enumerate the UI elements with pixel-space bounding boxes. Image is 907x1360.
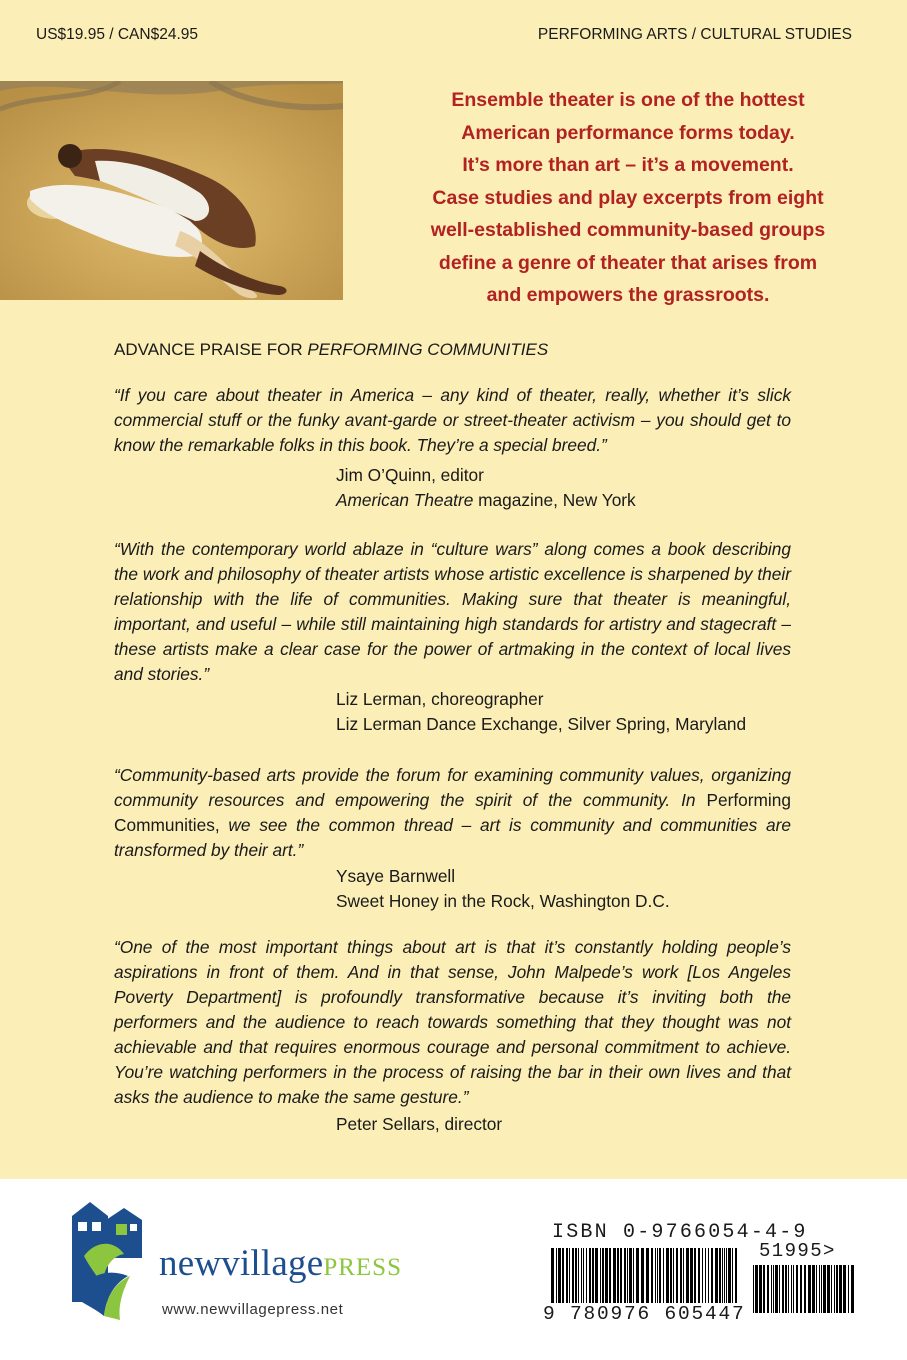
blurb-line: It’s more than art – it’s a movement. bbox=[462, 154, 794, 176]
barcode-bar bbox=[836, 1265, 838, 1313]
barcode-bar bbox=[796, 1265, 798, 1313]
barcode-bar bbox=[812, 1265, 815, 1313]
magazine-title: American Theatre bbox=[336, 489, 474, 510]
barcode-bar bbox=[834, 1265, 835, 1313]
attribution-affiliation: Sweet Honey in the Rock, Washington D.C. bbox=[336, 890, 670, 911]
quote-text-after: we see the common thread – art is community and communities are transformed by their art.” bbox=[114, 815, 791, 860]
attribution-name: Liz Lerman, choreographer bbox=[336, 689, 544, 709]
barcode-bar bbox=[773, 1265, 774, 1313]
blurb-line: American performance forms today. bbox=[461, 121, 795, 144]
barcode-bar bbox=[782, 1265, 784, 1313]
barcode-bar bbox=[819, 1265, 820, 1313]
barcode-bar bbox=[771, 1265, 772, 1313]
barcode-bar bbox=[788, 1265, 789, 1313]
price-label: US$19.95 / CAN$24.95 bbox=[36, 26, 198, 43]
barcode-bar bbox=[759, 1265, 762, 1313]
praise-heading-prefix: ADVANCE PRAISE FOR bbox=[114, 340, 308, 359]
praise-heading-title: PERFORMING COMMUNITIES bbox=[307, 340, 549, 359]
barcode-addon bbox=[753, 1265, 857, 1313]
barcode-bar bbox=[808, 1265, 811, 1313]
barcode-bar bbox=[843, 1265, 846, 1313]
blurb bbox=[358, 84, 898, 312]
publisher-name: newvillage bbox=[159, 1243, 324, 1284]
blurb-line: define a genre of theater that arises from bbox=[438, 251, 818, 274]
ean-digits: 9 780976 605447 bbox=[543, 1303, 746, 1325]
isbn-label: ISBN 0-9766054-4-9 bbox=[552, 1221, 808, 1244]
affiliation-rest: magazine, New York bbox=[473, 489, 636, 510]
barcode-bar bbox=[793, 1265, 794, 1313]
barcode-bar bbox=[804, 1265, 806, 1313]
quote-oquinn: “If you care about theater in America – any kind of theater, really, whether it’s slick commercial stuff or the funky avant-garde or street-theater activism – you should get to know the remarkable folks in this book. They’re a special breed.” bbox=[114, 385, 791, 455]
barcode-bar bbox=[800, 1265, 802, 1313]
attribution-sellars bbox=[336, 1112, 502, 1137]
barcode-bar bbox=[779, 1265, 780, 1313]
publisher-url: www.newvillagepress.net bbox=[162, 1301, 344, 1318]
quote-lerman: “With the contemporary world ablaze in “culture wars” along comes a book describing the work and philosophy of theater artists whose artistic excellence is sharpened by their relationship with the life of communities. Making sure that theater is meaningful, important, and useful – while still maintaining high standards for artistry and stagecraft – these artists make a clear case for the power of artmaking in the context of local lives and stories.” bbox=[114, 539, 791, 684]
barcode-bar bbox=[848, 1265, 849, 1313]
attribution-name: Ysaye Barnwell bbox=[336, 866, 456, 886]
barcode-bar bbox=[775, 1265, 778, 1313]
barcode-bar bbox=[823, 1265, 826, 1313]
attribution-barnwell bbox=[336, 864, 670, 913]
publisher-press: PRESS bbox=[323, 1254, 402, 1281]
attribution-name: Peter Sellars, director bbox=[336, 1114, 503, 1134]
barcode-bar bbox=[816, 1265, 817, 1313]
barcode-bar bbox=[753, 1265, 754, 1313]
barcode-addon-digits: 51995> bbox=[759, 1240, 836, 1262]
quote-sellars: “One of the most important things about art is that it’s constantly holding people’s aspirations in front of them. And in that sense, John Malpede’s work [Los Angeles Poverty Department] is profoundly transformative because it’s inviting both the performers and the audience to reach towards something that they thought was not achievable and that requires enormous courage and personal commitment to achieve. You’re watching performers in the process of raising the bar in their own lives and that asks the audience to make the same gesture.” bbox=[114, 937, 791, 1107]
blurb-line: Ensemble theater is one of the hottest bbox=[451, 89, 805, 111]
attribution-lerman bbox=[336, 687, 746, 736]
praise-heading bbox=[114, 340, 548, 360]
barcode-bar bbox=[763, 1265, 765, 1313]
barcode-bar bbox=[821, 1265, 822, 1313]
quote-text-before: “Community-based arts provide the forum for examining community values, organizing community resources and empowering the spirit of the community. In bbox=[114, 765, 791, 810]
barcode-bar bbox=[839, 1265, 842, 1313]
attribution-affiliation: Liz Lerman Dance Exchange, Silver Spring, Maryland bbox=[336, 713, 747, 734]
publisher-wordmark bbox=[159, 1242, 402, 1285]
barcode-bar bbox=[785, 1265, 787, 1313]
quote-barnwell bbox=[114, 763, 791, 863]
blurb-line: well-established community-based groups bbox=[430, 219, 826, 241]
barcode-bar bbox=[755, 1265, 758, 1313]
barcode-bar bbox=[851, 1265, 854, 1313]
cover-photo bbox=[0, 81, 343, 300]
attribution-name: Jim O’Quinn, editor bbox=[336, 465, 484, 485]
village-houses-logo-icon bbox=[68, 1198, 148, 1320]
barcode-bar bbox=[791, 1265, 792, 1313]
category-label: PERFORMING ARTS / CULTURAL STUDIES bbox=[537, 26, 852, 43]
attribution-oquinn bbox=[336, 463, 636, 512]
blurb-line: and empowers the grassroots. bbox=[486, 284, 770, 306]
top-bar bbox=[0, 26, 907, 46]
barcode-bar bbox=[827, 1265, 830, 1313]
book-title: Performing Communities, bbox=[114, 790, 791, 835]
blurb-line: Case studies and play excerpts from eight bbox=[432, 186, 824, 209]
barcode-bar bbox=[767, 1265, 769, 1313]
attribution-affiliation bbox=[336, 488, 636, 513]
barcode-bar bbox=[831, 1265, 832, 1313]
